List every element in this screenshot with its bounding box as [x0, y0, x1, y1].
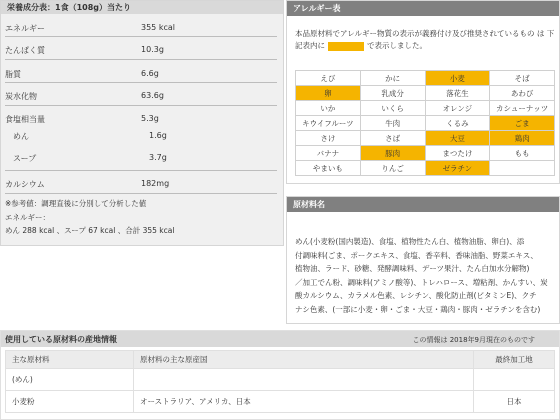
- nutrition-value: 10.3g: [141, 45, 164, 54]
- nutrition-label: 炭水化物: [5, 92, 37, 101]
- allergy-cell: 卵: [296, 86, 361, 101]
- allergy-cell: まつたけ: [425, 146, 490, 161]
- nutrition-row-fat: [5, 69, 277, 80]
- nutrition-label: スープ: [13, 154, 37, 163]
- nutrition-value: 63.6g: [141, 91, 164, 100]
- nutrition-label: たんぱく質: [5, 46, 45, 55]
- allergy-cell: ゼラチン: [425, 161, 490, 176]
- origin-cell: [134, 369, 474, 391]
- nutrition-row-calcium: [5, 179, 277, 190]
- allergy-row: [296, 131, 555, 146]
- allergy-cell: 大豆: [425, 131, 490, 146]
- allergy-grid: [295, 70, 555, 176]
- nutrition-row-energy: [5, 23, 277, 34]
- allergy-cell: かに: [360, 71, 425, 86]
- allergy-cell: そば: [490, 71, 555, 86]
- allergy-description: [295, 28, 555, 52]
- allergy-desc-text: 本品原材料でアレルギー物質の表示が義務付け及び推奨されているもの は 下記表内に: [295, 29, 555, 50]
- nutrition-label: 脂質: [5, 70, 21, 79]
- allergy-cell: 乳成分: [360, 86, 425, 101]
- allergy-row: [296, 86, 555, 101]
- nutrition-label: めん: [13, 132, 29, 141]
- nutrition-row-salt-noodles: [5, 131, 277, 142]
- allergy-cell: 小麦: [425, 71, 490, 86]
- origin-cell: [474, 369, 555, 391]
- origin-table: [5, 350, 555, 413]
- nutrition-value: 182mg: [141, 179, 170, 188]
- divider: [5, 82, 277, 83]
- table-row: [6, 369, 555, 391]
- origin-cell: 日本: [474, 391, 555, 413]
- allergy-cell: 豚肉: [360, 146, 425, 161]
- column-header-material: 主な原材料: [6, 351, 134, 369]
- raw-line: 酸カルシウム、カラメル色素、レシチン、酸化防止剤(ビタミンE)、クチ: [295, 291, 537, 300]
- raw-line: めん(小麦粉(国内製造)、食塩、植物性たん白、植物油脂、卵白)、添: [295, 237, 525, 246]
- allergy-row: [296, 101, 555, 116]
- nutrition-note-energy-values: めん 288 kcal 、スープ 67 kcal 、合計 355 kcal: [5, 226, 175, 235]
- nutrition-panel: [0, 0, 284, 246]
- allergy-cell: いか: [296, 101, 361, 116]
- origin-cell: (めん): [6, 369, 134, 391]
- nutrition-value: 3.7g: [149, 153, 167, 162]
- allergy-cell: もも: [490, 146, 555, 161]
- allergy-row: [296, 146, 555, 161]
- allergy-cell: キウイフルーツ: [296, 116, 361, 131]
- nutrition-note-energy-label: エネルギー：: [5, 213, 50, 222]
- allergy-cell: えび: [296, 71, 361, 86]
- allergy-row: [296, 161, 555, 176]
- raw-materials-title: 原材料名: [287, 197, 559, 212]
- origin-note: この情報は 2018年9月現在のものです: [412, 336, 535, 344]
- raw-line: ／加工でん粉、調味料(アミノ酸等)、トレハロース、増粘剤、かんすい、炭: [295, 277, 548, 287]
- divider: [5, 170, 277, 171]
- nutrition-label: エネルギー: [5, 24, 45, 33]
- allergy-cell: さけ: [296, 131, 361, 146]
- raw-materials-panel: [286, 196, 560, 324]
- nutrition-value: 1.6g: [149, 131, 167, 140]
- origin-header-bar: [1, 331, 559, 347]
- allergy-title: アレルギー表: [287, 1, 559, 16]
- allergy-row: [296, 71, 555, 86]
- raw-line: 付調味料(ごま、ポークエキス、食塩、香辛料、香味油脂、野菜エキス、: [295, 250, 538, 260]
- divider: [5, 59, 277, 60]
- allergy-cell: さば: [360, 131, 425, 146]
- origin-title: 使用している原材料の産地情報: [5, 335, 117, 344]
- allergy-cell: 落花生: [425, 86, 490, 101]
- nutrition-label: 食塩相当量: [5, 115, 45, 124]
- allergy-cell: 牛肉: [360, 116, 425, 131]
- allergy-cell: オレンジ: [425, 101, 490, 116]
- raw-line: 植物油、ラード、砂糖、発酵調味料、デーツ果汁、たん白加水分解物): [295, 264, 530, 273]
- column-header-country: 原材料の主な原産国: [134, 351, 474, 369]
- divider: [5, 36, 277, 37]
- allergy-cell: カシューナッツ: [490, 101, 555, 116]
- nutrition-note: ※参考値：調理直後に分別して分析した値: [5, 199, 147, 208]
- allergy-cell: くるみ: [425, 116, 490, 131]
- nutrition-row-salt-soup: [5, 153, 277, 164]
- nutrition-value: 5.3g: [141, 114, 159, 123]
- nutrition-title: 栄養成分表：1食（108g）当たり: [1, 1, 283, 14]
- origin-panel: [0, 330, 560, 420]
- nutrition-row-carbs: [5, 91, 277, 102]
- nutrition-value: 355 kcal: [141, 23, 175, 32]
- raw-materials-text: [295, 235, 557, 316]
- allergy-cell: いくら: [360, 101, 425, 116]
- allergy-cell: 鶏肉: [490, 131, 555, 146]
- allergy-cell: やまいも: [296, 161, 361, 176]
- allergy-panel: [286, 0, 560, 184]
- allergy-cell: あわび: [490, 86, 555, 101]
- highlight-swatch: [328, 42, 364, 51]
- column-header-processing: 最終加工地: [474, 351, 555, 369]
- table-row: [6, 391, 555, 413]
- nutrition-row-salt: [5, 114, 277, 125]
- allergy-row: [296, 116, 555, 131]
- nutrition-value: 6.6g: [141, 69, 159, 78]
- allergy-cell: バナナ: [296, 146, 361, 161]
- origin-cell: 小麦粉: [6, 391, 134, 413]
- divider: [5, 193, 277, 194]
- nutrition-row-protein: [5, 45, 277, 56]
- allergy-cell: [490, 161, 555, 176]
- allergy-cell: ごま: [490, 116, 555, 131]
- origin-header-row: [6, 351, 555, 369]
- divider: [5, 105, 277, 106]
- origin-cell: オーストラリア、アメリカ、日本: [134, 391, 474, 413]
- allergy-cell: りんご: [360, 161, 425, 176]
- nutrition-label: カルシウム: [5, 180, 45, 189]
- allergy-desc-text-end: で表示しました。: [367, 41, 427, 50]
- raw-line: ナシ色素、(一部に小麦・卵・ごま・大豆・鶏肉・豚肉・ゼラチンを含む): [295, 304, 541, 314]
